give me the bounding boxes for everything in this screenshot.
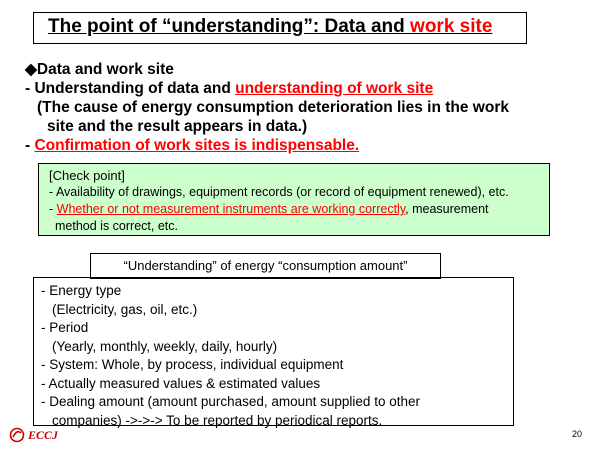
- consumption-list-box: [33, 277, 514, 426]
- page-number: 20: [571, 429, 582, 439]
- cause-line-1: (The cause of energy consumption deterioration lies in the work: [37, 99, 509, 116]
- check-point-item-2: [49, 201, 549, 218]
- list-item: - Energy type: [41, 283, 122, 298]
- check-point-item-1: - Availability of drawings, equipment records (or record of equipment renewed), etc.: [49, 185, 509, 199]
- slide-title-part1: The point of “understanding”: Data and: [48, 16, 411, 37]
- check-point-heading: [Check point]: [49, 168, 125, 183]
- list-item: - System: Whole, by process, individual equipment: [41, 357, 344, 372]
- eccj-logo-text: ECCJ: [28, 427, 59, 442]
- slide-title-highlight: work site: [410, 16, 493, 37]
- bullet-understanding-text: - Understanding of data and: [25, 80, 236, 97]
- eccj-logo: [9, 426, 58, 444]
- check-point-item-2-highlight: Whether or not measurement instruments are working correctly: [56, 202, 406, 216]
- slide-title-box: [33, 12, 527, 44]
- list-item: - Dealing amount (amount purchased, amount supplied to other: [41, 394, 420, 409]
- list-item: (Electricity, gas, oil, etc.): [52, 301, 198, 317]
- section-heading: ◆Data and work site: [25, 61, 174, 78]
- bullet-understanding: [25, 79, 585, 98]
- consumption-subtitle: “Understanding” of energy “consumption amount”: [90, 253, 441, 279]
- check-point-box: [38, 163, 550, 236]
- bullet-confirmation: [25, 136, 585, 155]
- list-item: - Period: [41, 320, 89, 335]
- check-point-item-2-dash: -: [49, 202, 57, 216]
- bullet-confirmation-highlight: Confirmation of work sites is indispensable.: [34, 137, 360, 154]
- main-content: [25, 60, 585, 155]
- list-item: (Yearly, monthly, weekly, daily, hourly): [52, 338, 278, 354]
- list-item: companies) ->->-> To be reported by periodical reports.: [52, 412, 383, 428]
- eccj-logo-icon: [9, 427, 25, 443]
- check-point-item-2-suffix: , measurement: [405, 202, 489, 216]
- cause-line-2: site and the result appears in data.): [47, 118, 308, 135]
- bullet-confirmation-dash: -: [25, 137, 35, 154]
- list-item: - Actually measured values & estimated values: [41, 375, 321, 391]
- check-point-item-2-cont: method is correct, etc.: [55, 219, 178, 233]
- bullet-understanding-highlight: understanding of work site: [235, 80, 434, 97]
- slide-title: [48, 16, 492, 38]
